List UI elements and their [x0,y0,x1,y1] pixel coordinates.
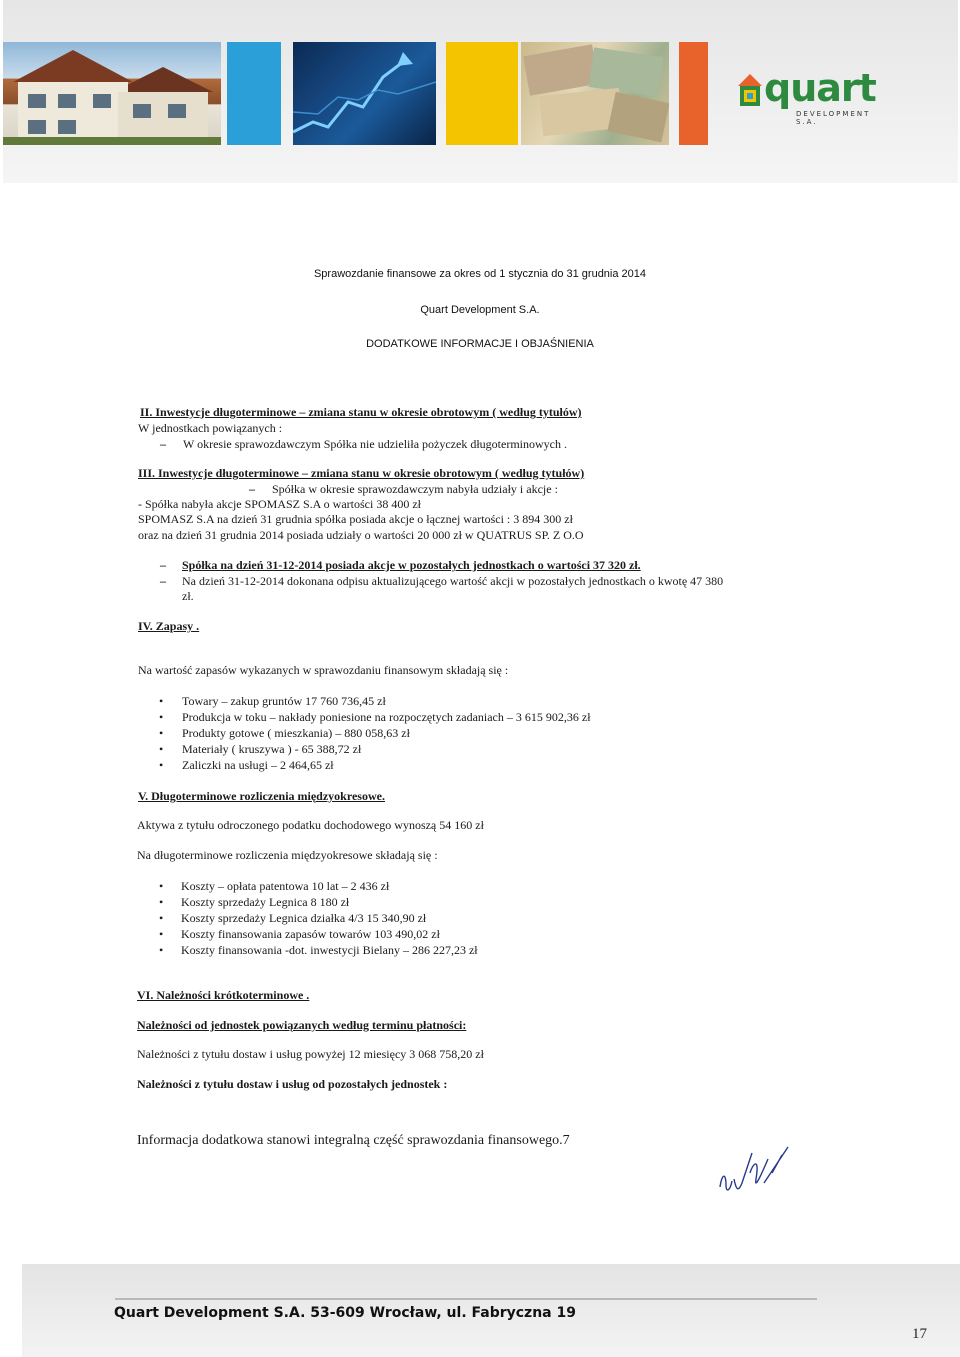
stock-chart-photo [293,42,436,145]
sec5-line: Aktywa z tytułu odroczonego podatku dochodowego wynoszą 54 160 zł [137,818,484,832]
sec3-dash-text-cont: zł. [182,589,194,603]
sec2-line: W jednostkach powiązanych : [138,421,283,435]
page-footer [22,1264,960,1357]
logo-wordmark: quart [764,66,876,110]
list-item: Koszty sprzedaży Legnica 8 180 zł [181,895,350,909]
sec6-title: VI. Należności krótkoterminowe . [137,988,310,1002]
section-heading: DODATKOWE INFORMACJE I OBJAŚNIENIA [366,338,594,350]
bullet-icon: • [159,742,164,756]
closing-note: Informacja dodatkowa stanowi integralną część sprawozdania finansowego.7 [137,1133,570,1148]
header-banner [3,0,958,183]
sec3-line: oraz na dzień 31 grudnia 2014 posiada udziały o wartości 20 000 zł w QUATRUS SP. Z O.O [138,528,584,542]
sec2-title: II. Inwestycje długoterminowe – zmiana stanu w okresie obrotowym ( według tytułów) [140,405,582,419]
sec5-line: Na długoterminowe rozliczenia międzyokresowe składają się : [137,848,438,862]
footer-divider [115,1298,817,1300]
dash-marker: – [160,437,166,451]
bullet-icon: • [159,879,164,893]
bullet-icon: • [159,758,164,772]
list-item: Koszty finansowania -dot. inwestycji Bielany – 286 227,23 zł [181,943,478,957]
orange-color-block [679,42,708,145]
bullet-icon: • [159,710,164,724]
list-item: Koszty sprzedaży Legnica działka 4/3 15 340,90 zł [181,911,427,925]
list-item: Koszty finansowania zapasów towarów 103 490,02 zł [181,927,440,941]
bullet-icon: • [159,694,164,708]
sec6-line: Należności z tytułu dostaw i usług powyżej 12 miesięcy 3 068 758,20 zł [137,1047,484,1061]
yellow-color-block [446,42,518,145]
page-number: 17 [912,1326,927,1342]
bullet-icon: • [159,726,164,740]
sec4-title: IV. Zapasy . [138,619,200,633]
list-item: Materiały ( kruszywa ) - 65 388,72 zł [182,742,362,756]
dash-marker: – [160,558,166,572]
sec3-dash-text: Spółka w okresie sprawozdawczym nabyła udziały i akcje : [272,482,558,496]
logo-subtitle: DEVELOPMENT S.A. [796,110,871,126]
house-logo-icon [736,72,764,112]
sec3-line: - Spółka nabyła akcje SPOMASZ S.A o wartości 38 400 zł [138,497,421,511]
company-name: Quart Development S.A. [420,304,540,316]
report-period-title: Sprawozdanie finansowe za okres od 1 stycznia do 31 grudnia 2014 [313,268,647,280]
sec3-title: III. Inwestycje długoterminowe – zmiana stanu w okresie obrotowym ( według tytułów) [138,466,585,480]
signature-icon [716,1143,796,1198]
bullet-icon: • [159,927,164,941]
bullet-icon: • [159,895,164,909]
list-item: Zaliczki na usługi – 2 464,65 zł [182,758,334,772]
bullet-icon: • [159,943,164,957]
bullet-icon: • [159,911,164,925]
sec3-line: SPOMASZ S.A na dzień 31 grudnia spółka posiada akcje o łącznej wartości : 3 894 300 zł [138,512,573,526]
list-item: Koszty – opłata patentowa 10 lat – 2 436 zł [181,879,390,893]
sec2-dash-text: W okresie sprawozdawczym Spółka nie udzieliła pożyczek długoterminowych . [183,437,567,451]
sec3-dash-text: Na dzień 31-12-2014 dokonana odpisu aktualizującego wartość akcji w pozostałych jednostkach o kwotę 47 380 [182,574,724,588]
footer-address: Quart Development S.A. 53-609 Wrocław, ul. Fabryczna 19 [114,1305,576,1321]
dash-marker: – [160,574,166,588]
list-item: Produkty gotowe ( mieszkania) – 880 058,63 zł [182,726,410,740]
quart-logo [736,66,886,126]
sec3-dash-text: Spółka na dzień 31-12-2014 posiada akcje w pozostałych jednostkach o wartości 37 320 zł. [182,558,641,572]
dash-marker: – [249,482,255,496]
house-photo [3,42,221,145]
sec4-intro: Na wartość zapasów wykazanych w sprawozdaniu finansowym składają się : [138,663,509,677]
sec6-subheading: Należności z tytułu dostaw i usług od pozostałych jednostek : [137,1077,448,1091]
sec5-title: V. Długoterminowe rozliczenia międzyokresowe. [138,789,385,803]
list-item: Produkcja w toku – nakłady poniesione na rozpoczętych zadaniach – 3 615 902,36 zł [182,710,591,724]
list-item: Towary – zakup gruntów 17 760 736,45 zł [182,694,386,708]
blue-color-block [227,42,281,145]
sec6-subheading: Należności od jednostek powiązanych według terminu płatności: [137,1018,467,1032]
banknotes-photo [521,42,669,145]
